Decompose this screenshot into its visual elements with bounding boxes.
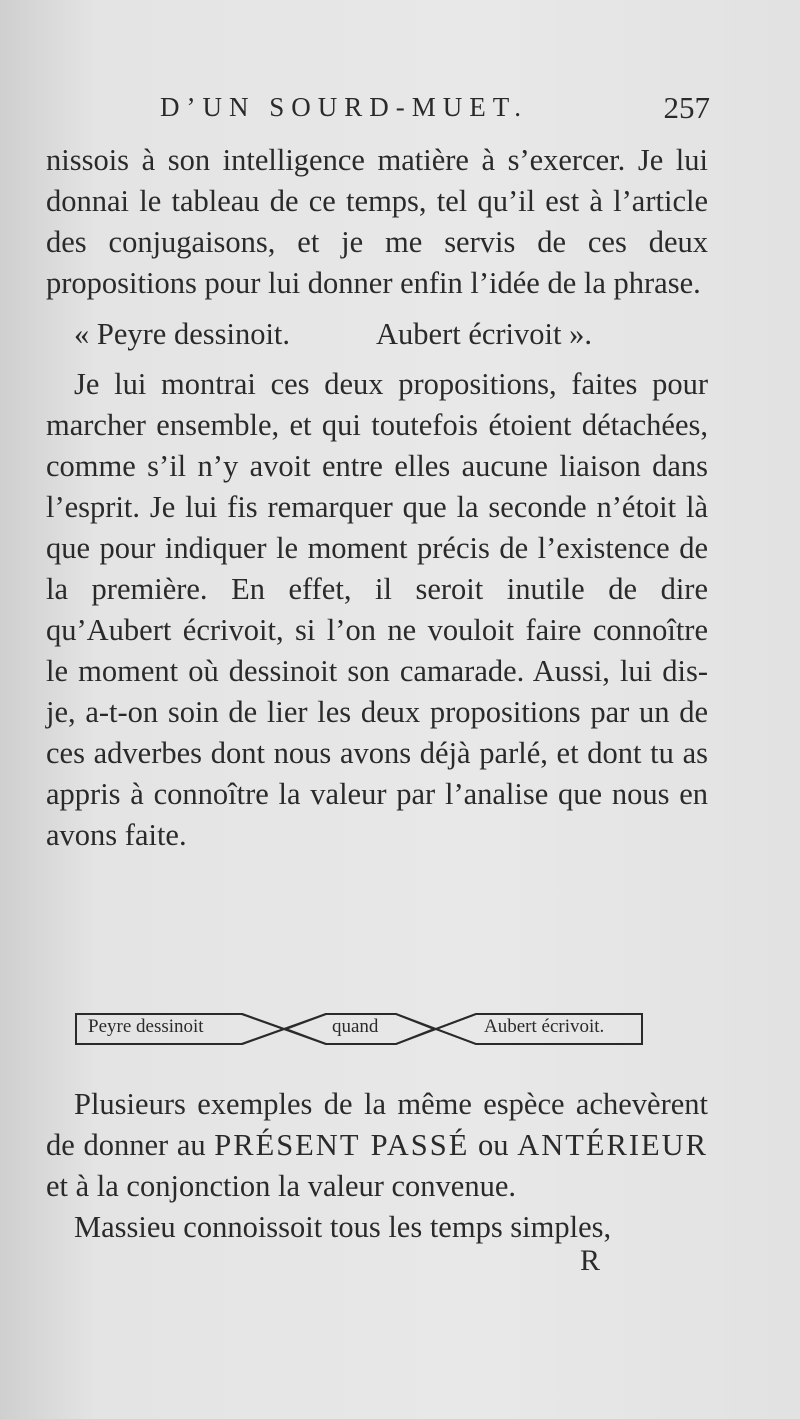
paragraph-4: Massieu connoissoit tous les temps simples, xyxy=(74,1210,612,1244)
running-head xyxy=(160,92,710,132)
paragraph-1: nissois à son intelligence matière à s’exercer. Je lui donnai le tableau de ce temps, tel qu’il est à l’article des conjugaisons, et je me servis de ces deux propositions pour lui donner enfin l’idée de la phrase. xyxy=(46,143,708,300)
example-left: « Peyre dessinoit. xyxy=(74,317,291,351)
term-present-passe: PRÉSENT PASSÉ xyxy=(214,1128,470,1162)
paragraph-3-part-b: ou xyxy=(478,1128,509,1162)
page-number: 257 xyxy=(663,90,710,125)
phrase-diagram xyxy=(74,1010,646,1048)
body-text-lower xyxy=(46,1084,708,1248)
paragraph-3-part-c: et à la conjonction la valeur convenue. xyxy=(46,1169,517,1203)
diagram-label-peyre: Peyre dessinoit xyxy=(88,1016,204,1037)
term-anterieur: ANTÉRIEUR xyxy=(517,1128,709,1162)
example-sentences xyxy=(46,314,708,354)
signature-mark: R xyxy=(580,1244,601,1277)
diagram-label-quand: quand xyxy=(332,1016,379,1037)
diagram-label-aubert: Aubert écrivoit. xyxy=(484,1016,605,1037)
paragraph-3-part-a: Plusieurs exemples de la même espèce achevèrent de donner au xyxy=(46,1087,708,1162)
paragraph-2: Je lui montrai ces deux propositions, faites pour marcher ensemble, et qui toutefois étoient détachées, comme s’il n’y avoit entre elles aucune liaison dans l’esprit. Je lui fis remarquer que la seconde n’étoit là que pour indiquer le moment précis de l’existence de la première. En effet, il seroit inutile de dire qu’Aubert écrivoit, si l’on ne vouloit faire connoître le moment où dessinoit son camarade. Aussi, lui dis-je, a-t-on soin de lier les deux propositions par un de ces adverbes dont nous avons déjà parlé, et dont tu as appris à connoître la valeur par l’analise que nous en avons faite. xyxy=(46,367,708,852)
example-right: Aubert écrivoit ». xyxy=(376,317,592,351)
body-text xyxy=(46,140,708,856)
running-title: D’UN SOURD-MUET. xyxy=(160,92,528,122)
paragraph-3 xyxy=(46,1084,708,1207)
